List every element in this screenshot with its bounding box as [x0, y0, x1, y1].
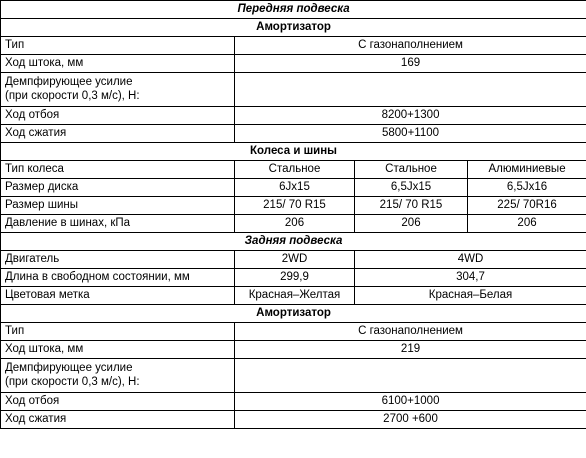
wheels-tires-header-row	[1, 143, 586, 161]
front-shock-rebound-row	[1, 107, 586, 125]
free-length-label: Длина в свободном состоянии, мм	[1, 269, 235, 287]
front-shock-damping-row	[1, 73, 586, 107]
tire-pressure-value-3: 206	[468, 215, 586, 233]
front-shock-type-value: С газонаполнением	[235, 37, 586, 55]
free-length-row	[1, 269, 586, 287]
front-shock-compression-row	[1, 125, 586, 143]
front-suspension-title: Передняя подвеска	[1, 1, 586, 19]
front-shock-damping-label-line2: (при скорости 0,3 м/с), Н:	[5, 89, 140, 102]
wheels-tires-title: Колеса и шины	[1, 143, 586, 161]
rear-shock-rebound-row	[1, 393, 586, 411]
rear-suspension-header-row	[1, 233, 586, 251]
rear-shock-compression-value: 2700 +600	[235, 411, 586, 429]
rear-shock-type-label: Тип	[1, 323, 235, 341]
color-mark-label: Цветовая метка	[1, 287, 235, 305]
front-shock-title: Амортизатор	[1, 19, 586, 37]
rim-size-label: Размер диска	[1, 179, 235, 197]
front-shock-type-label: Тип	[1, 37, 235, 55]
wheel-type-col-1: Стальное	[235, 161, 355, 179]
rear-shock-compression-row	[1, 411, 586, 429]
front-shock-damping-label-line1: Демпфирующее усилие	[5, 76, 133, 89]
engine-value-4wd: 4WD	[355, 251, 586, 269]
rim-size-row	[1, 179, 586, 197]
rim-size-value-3: 6,5Jx16	[468, 179, 586, 197]
rear-shock-stroke-row	[1, 341, 586, 359]
rear-shock-damping-label	[1, 359, 235, 393]
engine-row	[1, 251, 586, 269]
tire-pressure-row	[1, 215, 586, 233]
color-mark-row	[1, 287, 586, 305]
rear-shock-rebound-value: 6100+1000	[235, 393, 586, 411]
front-shock-header-row	[1, 19, 586, 37]
wheel-type-label: Тип колеса	[1, 161, 235, 179]
engine-value-2wd: 2WD	[235, 251, 355, 269]
rear-shock-title: Амортизатор	[1, 305, 586, 323]
front-shock-rebound-value: 8200+1300	[235, 107, 586, 125]
tire-size-label: Размер шины	[1, 197, 235, 215]
free-length-value-4wd: 304,7	[355, 269, 586, 287]
tire-pressure-value-2: 206	[355, 215, 468, 233]
tire-pressure-value-1: 206	[235, 215, 355, 233]
engine-label: Двигатель	[1, 251, 235, 269]
front-shock-stroke-row	[1, 55, 586, 73]
front-shock-rebound-label: Ход отбоя	[1, 107, 235, 125]
rear-shock-header-row	[1, 305, 586, 323]
rear-shock-type-value: С газонаполнением	[235, 323, 586, 341]
rear-shock-stroke-label: Ход штока, мм	[1, 341, 235, 359]
wheel-type-col-3: Алюминиевые	[468, 161, 586, 179]
front-shock-type-row	[1, 37, 586, 55]
front-shock-damping-value-empty	[235, 73, 586, 107]
tire-size-value-1: 215/ 70 R15	[235, 197, 355, 215]
rear-shock-compression-label: Ход сжатия	[1, 411, 235, 429]
rear-shock-damping-label-line1: Демпфирующее усилие	[5, 362, 133, 375]
color-mark-value-2wd: Красная–Желтая	[235, 287, 355, 305]
rear-suspension-title: Задняя подвеска	[1, 233, 586, 251]
front-shock-compression-value: 5800+1100	[235, 125, 586, 143]
rear-shock-stroke-value: 219	[235, 341, 586, 359]
rear-shock-damping-row	[1, 359, 586, 393]
tire-size-value-3: 225/ 70R16	[468, 197, 586, 215]
front-shock-stroke-label: Ход штока, мм	[1, 55, 235, 73]
rear-shock-type-row	[1, 323, 586, 341]
color-mark-value-4wd: Красная–Белая	[355, 287, 586, 305]
rim-size-value-1: 6Jx15	[235, 179, 355, 197]
tire-pressure-label: Давление в шинах, кПа	[1, 215, 235, 233]
tire-size-value-2: 215/ 70 R15	[355, 197, 468, 215]
free-length-value-2wd: 299,9	[235, 269, 355, 287]
wheel-type-row	[1, 161, 586, 179]
front-suspension-header-row	[1, 1, 586, 19]
front-shock-stroke-value: 169	[235, 55, 586, 73]
rear-shock-rebound-label: Ход отбоя	[1, 393, 235, 411]
front-shock-damping-label	[1, 73, 235, 107]
rear-shock-damping-value-empty	[235, 359, 586, 393]
front-shock-compression-label: Ход сжатия	[1, 125, 235, 143]
rear-shock-damping-label-line2: (при скорости 0,3 м/с), Н:	[5, 375, 140, 388]
tire-size-row	[1, 197, 586, 215]
wheel-type-col-2: Стальное	[355, 161, 468, 179]
rim-size-value-2: 6,5Jx15	[355, 179, 468, 197]
